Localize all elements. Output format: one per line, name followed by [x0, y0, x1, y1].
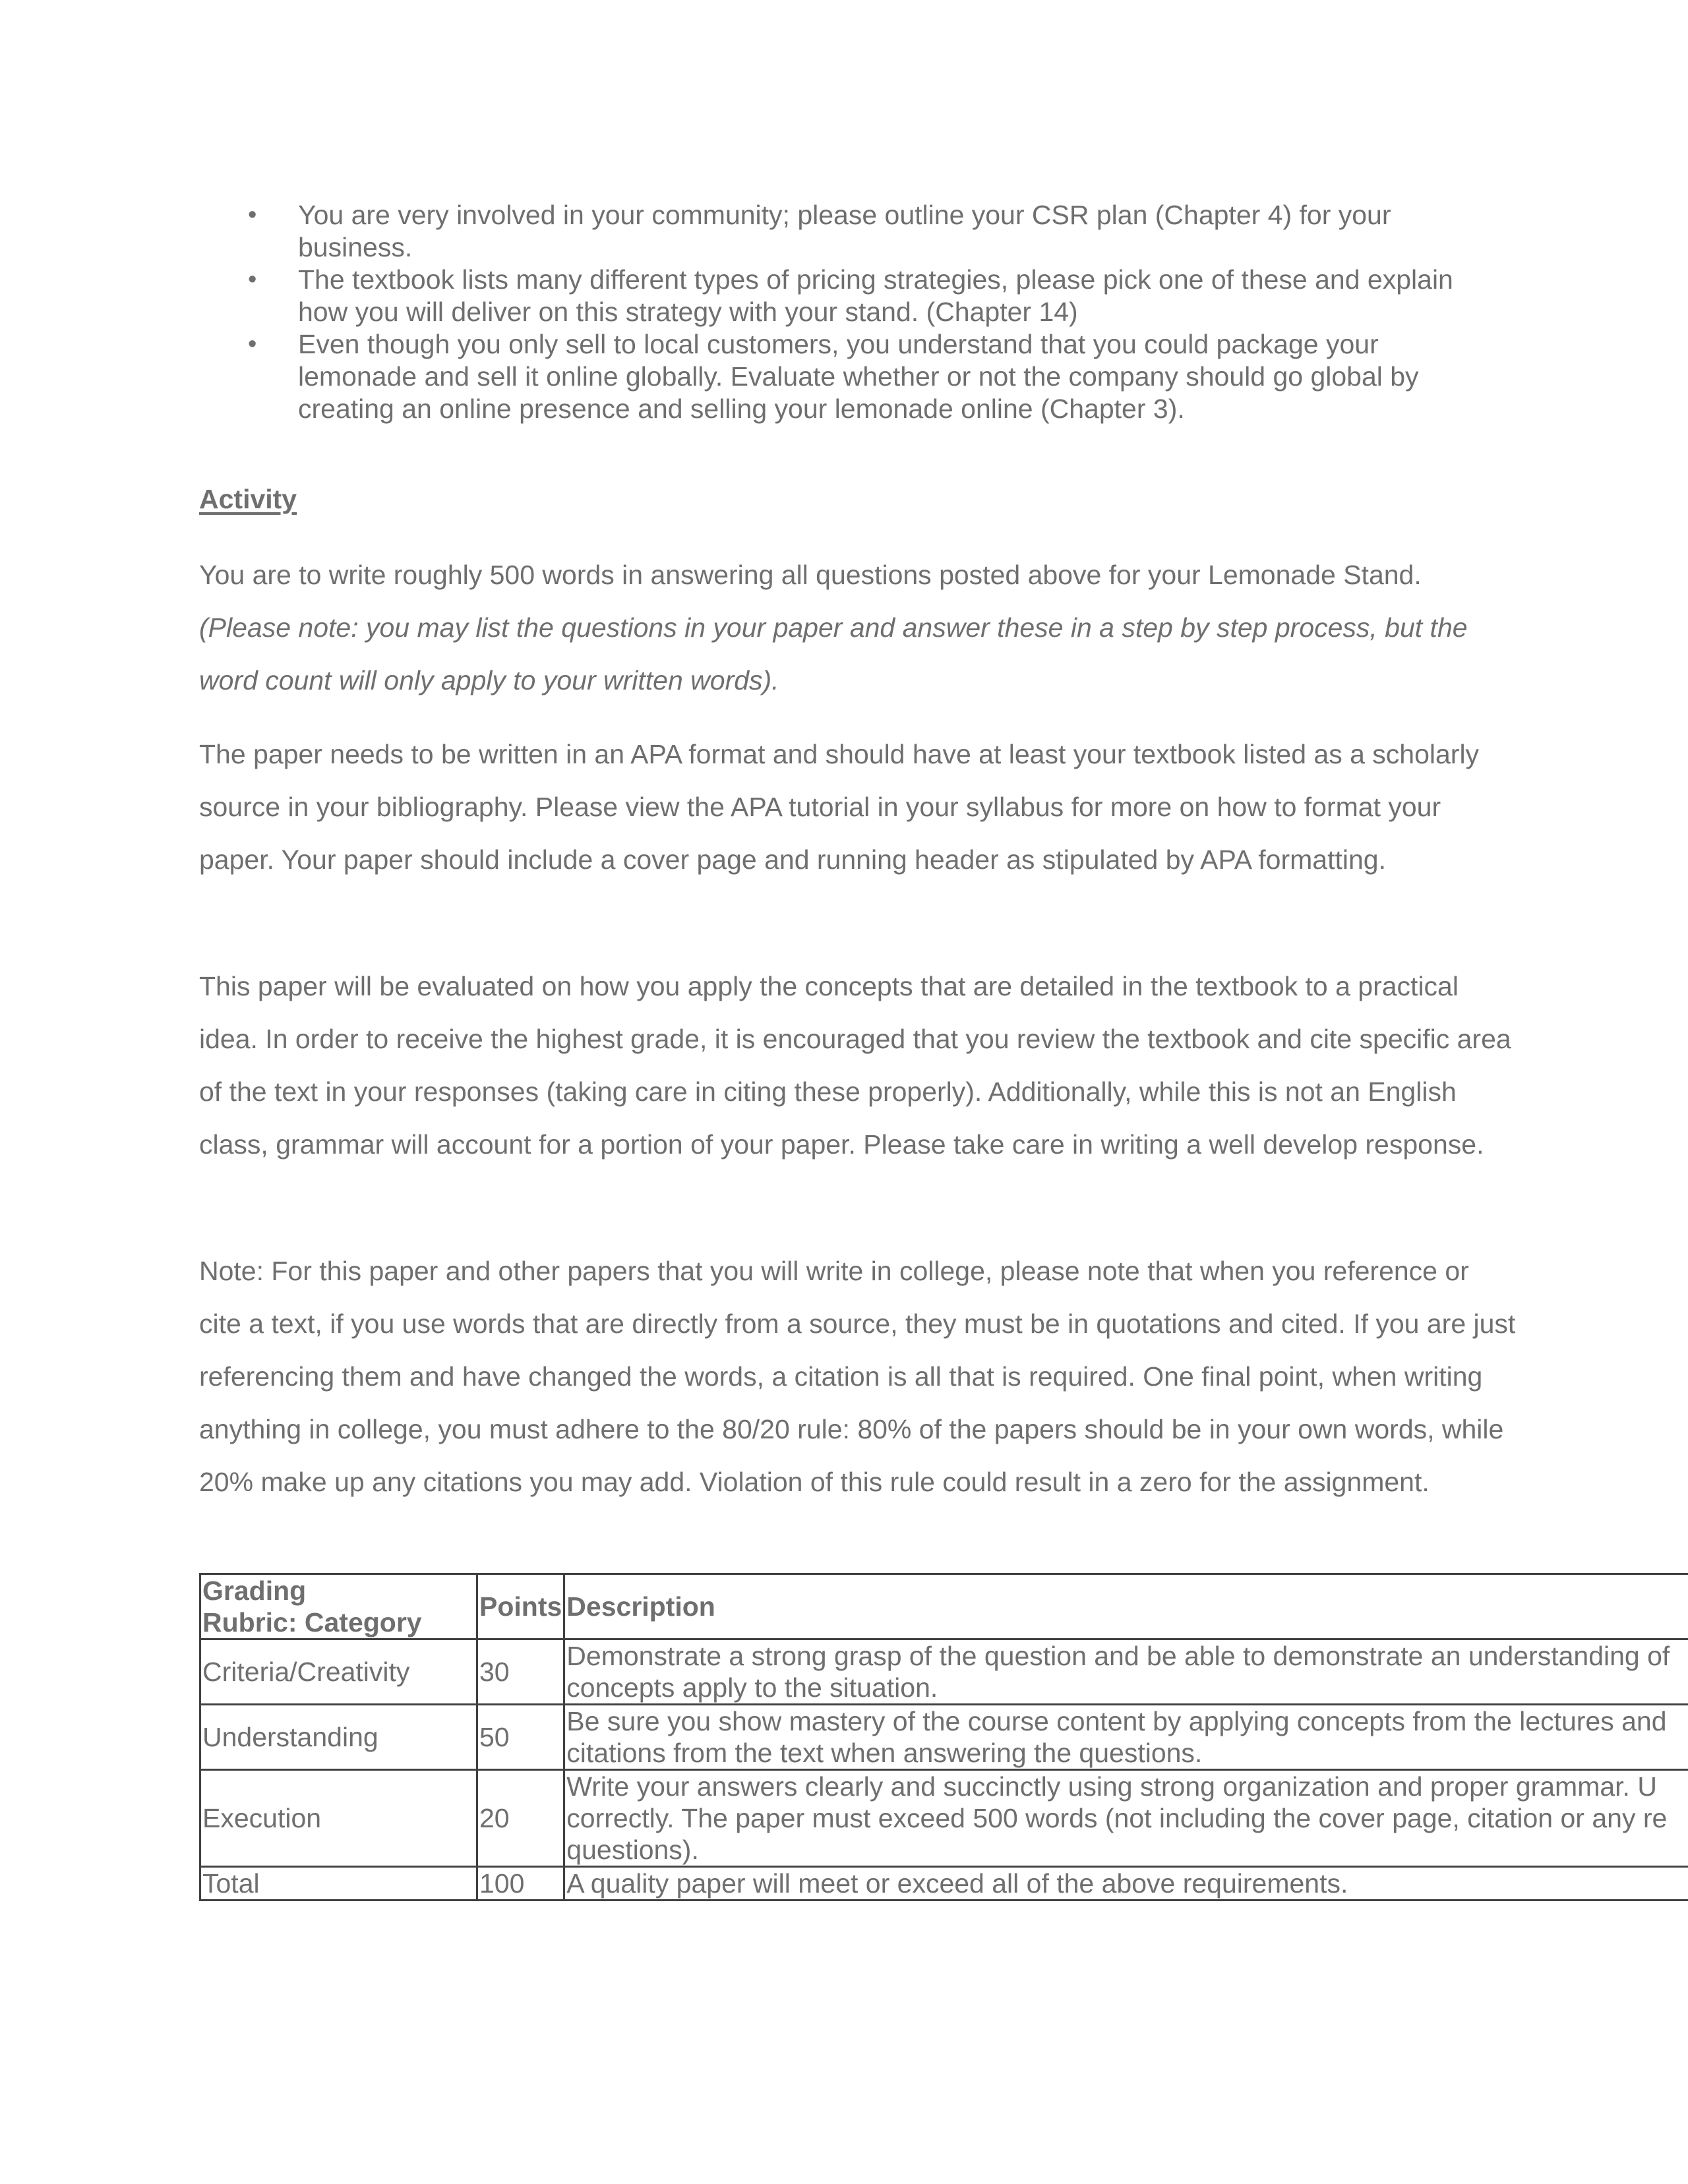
question-bullet-list: [198, 199, 1503, 425]
paragraph-text: You are to write roughly 500 words in answering all questions posted above for your Lemonade Stand.: [199, 560, 1422, 590]
bullet-marker: •: [248, 201, 257, 229]
paragraph-word-count: [199, 548, 1518, 707]
cell-category: Execution: [200, 1770, 477, 1867]
description-line: citations from the text when answering the questions.: [566, 1738, 1203, 1768]
header-points: Points: [477, 1574, 564, 1639]
table-row: [200, 1705, 1688, 1770]
cell-category: Criteria/Creativity: [200, 1639, 477, 1705]
table-header-row: [200, 1574, 1688, 1639]
description-line: questions).: [566, 1835, 699, 1865]
header-category-line: Grading: [202, 1576, 307, 1606]
bullet-marker: •: [248, 330, 257, 358]
cell-description: [564, 1705, 1688, 1770]
paragraph-evaluation: This paper will be evaluated on how you apply the concepts that are detailed in the textbook to a practical idea. In order to receive the highest grade, it is encouraged that you review the textbook and cite specific area of the text in your responses (taking care in citing these properly). Additionally, while this is not an English class, grammar will account for a portion of your paper. Please take care in writing a well develop response.: [199, 971, 1511, 1160]
cell-points: 100: [477, 1867, 564, 1901]
description-line: concepts apply to the situation.: [566, 1672, 938, 1703]
table-row: [200, 1770, 1688, 1867]
cell-category: Understanding: [200, 1705, 477, 1770]
description-line: Demonstrate a strong grasp of the question and be able to demonstrate an understanding of: [566, 1641, 1670, 1671]
cell-points: 20: [477, 1770, 564, 1867]
cell-points: 30: [477, 1639, 564, 1705]
cell-description: [564, 1770, 1688, 1867]
description-line: correctly. The paper must exceed 500 words (not including the cover page, citation or any re: [566, 1803, 1668, 1833]
bullet-text: Even though you only sell to local customers, you understand that you could package your lemonade and sell it online globally. Evaluate whether or not the company should go global by creating an online presence and selling your lemonade online (Chapter 3).: [298, 329, 1419, 424]
bullet-item: [198, 199, 1503, 264]
paragraph-citation-note: Note: For this paper and other papers that you will write in college, please note that when you reference or cite a text, if you use words that are directly from a source, they must be in quotations and cited. If you are just referencing them and have changed the words, a citation is all that is required. One final point, when writing anything in college, you must adhere to the 80/20 rule: 80% of the papers should be in your own words, while 20% make up any citations you may add. Violation of this rule could result in a zero for the assignment.: [199, 1256, 1516, 1497]
activity-heading: Activity: [199, 484, 297, 514]
bullet-item: [198, 328, 1503, 425]
cell-points: 50: [477, 1705, 564, 1770]
paragraph-note-italic: (Please note: you may list the questions in your paper and answer these in a step by step process, but the word count will only apply to your written words).: [199, 612, 1468, 695]
bullet-text: You are very involved in your community; please outline your CSR plan (Chapter 4) for your business.: [298, 200, 1391, 262]
grading-rubric-table: [199, 1573, 1688, 1901]
cell-description: [564, 1867, 1688, 1901]
cell-category: Total: [200, 1867, 477, 1901]
description-line: A quality paper will meet or exceed all of the above requirements.: [566, 1868, 1348, 1899]
bullet-marker: •: [248, 266, 257, 293]
description-line: Write your answers clearly and succinctly using strong organization and proper grammar. U: [566, 1771, 1657, 1802]
header-description: Description: [564, 1574, 1688, 1639]
description-line: Be sure you show mastery of the course content by applying concepts from the lectures and: [566, 1706, 1667, 1736]
header-category: [200, 1574, 477, 1639]
bullet-item: [198, 264, 1503, 328]
header-category-line: Rubric: Category: [202, 1607, 422, 1638]
cell-description: [564, 1639, 1688, 1705]
table-row: [200, 1639, 1688, 1705]
table-row: [200, 1867, 1688, 1901]
paragraph-apa-format: The paper needs to be written in an APA format and should have at least your textbook listed as a scholarly source in your bibliography. Please view the APA tutorial in your syllabus for more on how to format your paper. Your paper should include a cover page and running header as stipulated by APA formatting.: [199, 739, 1480, 875]
bullet-text: The textbook lists many different types of pricing strategies, please pick one of these and explain how you will deliver on this strategy with your stand. (Chapter 14): [298, 264, 1453, 327]
